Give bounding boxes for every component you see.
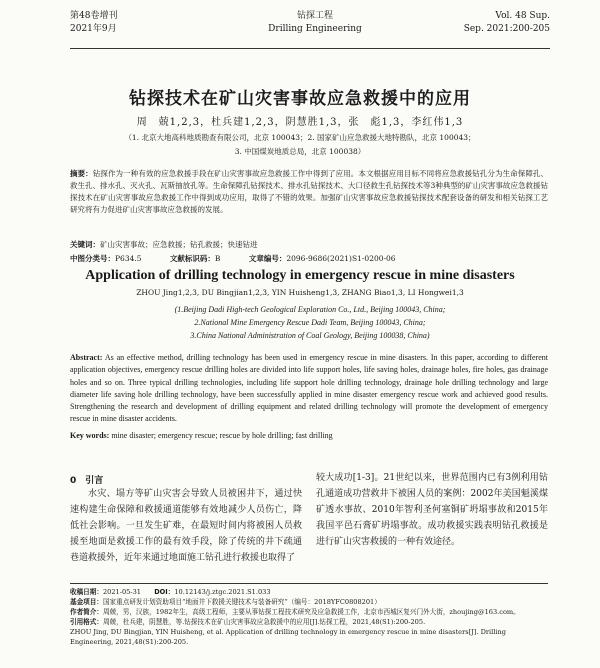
affiliation-en-line: (1.Beijing Dadi High-tech Geological Exploration Co., Ltd., Beijing 100043, China; — [174, 305, 446, 314]
title-cn: 钻探技术在矿山灾害事故应急救援中的应用 — [129, 89, 471, 109]
article-number: 文章编号：2096-9686(2021)S1-0200-06 — [248, 254, 396, 263]
keywords-cn-text: 矿山灾害事故；应急救援；钻孔救援；快速钻进 — [100, 240, 258, 249]
volume-cn: 第48卷增刊 — [70, 11, 118, 21]
keywords-en-label: Key words: — [70, 431, 110, 440]
header-left — [70, 10, 117, 36]
affiliation-en-line: 2.National Mine Emergency Rescue Dadi Team, Beijing 100043, China; — [194, 318, 426, 327]
abstract-en — [70, 352, 548, 426]
section-heading: 0 引言 — [70, 476, 104, 486]
affiliations-en — [120, 303, 500, 342]
classification-line — [70, 253, 548, 264]
keywords-en-text: mine disaster; emergency rescue; rescue by hole drilling; fast drilling — [111, 431, 333, 440]
abstract-cn — [70, 168, 548, 216]
intro-column-left: 水灾、塌方等矿山灾害会导致人员被困井下，通过快速构建生命保障和救援通道能够有效地减少人员伤亡，降低社会影响。一旦发生矿难，在最短时间内将被困人员救援至地面是救援工作的最有效手段，除了传统的井下疏通巷道救援外，近年来通过地面施工钻孔进行救援也取得了 — [70, 489, 302, 563]
title-en: Application of drilling technology in emergency rescue in mine disasters — [85, 268, 515, 283]
volume-en: Vol. 48 Sup. — [495, 11, 550, 21]
authors-cn: 周 兢1,2,3，杜兵建1,2,3，阴慧胜1,3，张 彪1,3，李红伟1,3 — [136, 117, 464, 128]
clc-code: 中图分类号：P634.5 — [70, 254, 142, 263]
journal-cn: 钻探工程 — [296, 11, 333, 21]
footnote-fund: 基金项目：国家重点研发计划资助项目“地面井下救援关键技术与装备研究”（编号：2018YFC0808201） — [70, 598, 381, 606]
running-header — [70, 8, 550, 49]
abstract-en-text: As an effective method, drilling technology has been used in emergency rescue in mine disasters. In this paper, according to different application objectives, emergency rescue drilling holes are divided into life support holes, life saving holes, drainage holes, fire holes, gas drainage holes and so on. Three typical drilling technologies, including life support hole drilling technology, drainage hole drilling technology and large diameter life saving hole drilling technology, have been successfully applied in mine disaster emergency rescue work and achieved good results. Strengthening the research and development of drilling equipment and related drilling technology will promote the development of emergency rescue in mine disaster accidents. — [70, 353, 548, 424]
abstract-cn-label: 摘要： — [70, 169, 93, 178]
affiliation-cn-line: 3. 中国煤炭地质总局，北京 100038） — [234, 147, 366, 156]
keywords-cn-label: 关键词： — [70, 240, 100, 249]
footnote-received: 收稿日期：2021-05-31 DOI：10.12143/j.ztgc.2021.S1.033 — [70, 588, 271, 596]
date-cn: 2021年9月 — [70, 24, 117, 34]
intro-column-right: 较大成功[1-3]。21世纪以来，世界范围内已有3例利用钻孔通道成功营救井下被困人员的案例：2002年美国魁溪煤矿透水事故、2010年智利圣何塞铜矿坍塌事故和2015年我国平邑石膏矿坍塌事故。成功救援实践表明钻孔救援是进行矿山灾害救援的一种有效途径。 — [316, 473, 548, 547]
keywords-en — [70, 431, 548, 440]
footnote-citation: 引用格式：周兢，杜兵建，阴慧胜，等.钻探技术在矿山灾害事故应急救援中的应用[J].钻探工程，2021,48(S1):200-205. — [70, 618, 426, 626]
affiliation-cn-line: （1. 北京大地高科地质勘查有限公司，北京 100043；2. 国家矿山应急救援大地特勘队，北京 100043； — [124, 133, 476, 142]
footnote-author: 作者简介：周兢，男，汉族，1982年生，高级工程师，主要从事钻探工程技术研究及应急救援工作，北京市西城区复兴门外大街，zhoujing@163.com。 — [70, 608, 520, 616]
journal-en: Drilling Engineering — [268, 24, 362, 34]
pages-en: Sep. 2021:200-205 — [463, 24, 550, 34]
header-right — [464, 10, 550, 36]
header-center — [265, 10, 365, 36]
affiliation-en-line: 3.China National Administration of Coal Geology, Beijing 100038, China) — [190, 331, 430, 340]
authors-en: ZHOU Jing1,2,3, DU Bingjian1,2,3, YIN Huisheng1,3, ZHANG Biao1,3, LI Hongwei1,3 — [136, 288, 464, 297]
abstract-en-label: Abstract: — [70, 353, 103, 362]
footnote — [70, 583, 548, 647]
footnote-citation-en: ZHOU Jing, DU Bingjian, YIN Huisheng, et al. Application of drilling technology in emergency rescue in mine disasters[J]. Drilling Engineering, 2021,48(S1):200-205. — [70, 628, 506, 646]
affiliations-cn — [90, 131, 510, 159]
abstract-cn-text: 钻探作为一种有效的应急救援手段在矿山灾害事故应急救援工作中得到了应用。本文根据应用目标不同将应急救援钻孔分为生命保障孔、救生孔、排水孔、灭火孔、瓦斯抽放孔等。生命保障孔钻探技术、排水孔钻探技术、大口径救生孔钻探技术等3种典型的矿山灾害事故应急救援钻探技术在矿山灾害事故应急救援工作中得到成功应用，取得了不错的效果。加强矿山灾害事故应急救援钻探技术配套设备的研发和相关钻探工艺研究将有力促进矿山灾害事故应急救援的发展。 — [70, 169, 549, 214]
doc-code: 文献标识码：B — [169, 254, 221, 263]
keywords-cn — [70, 239, 548, 250]
